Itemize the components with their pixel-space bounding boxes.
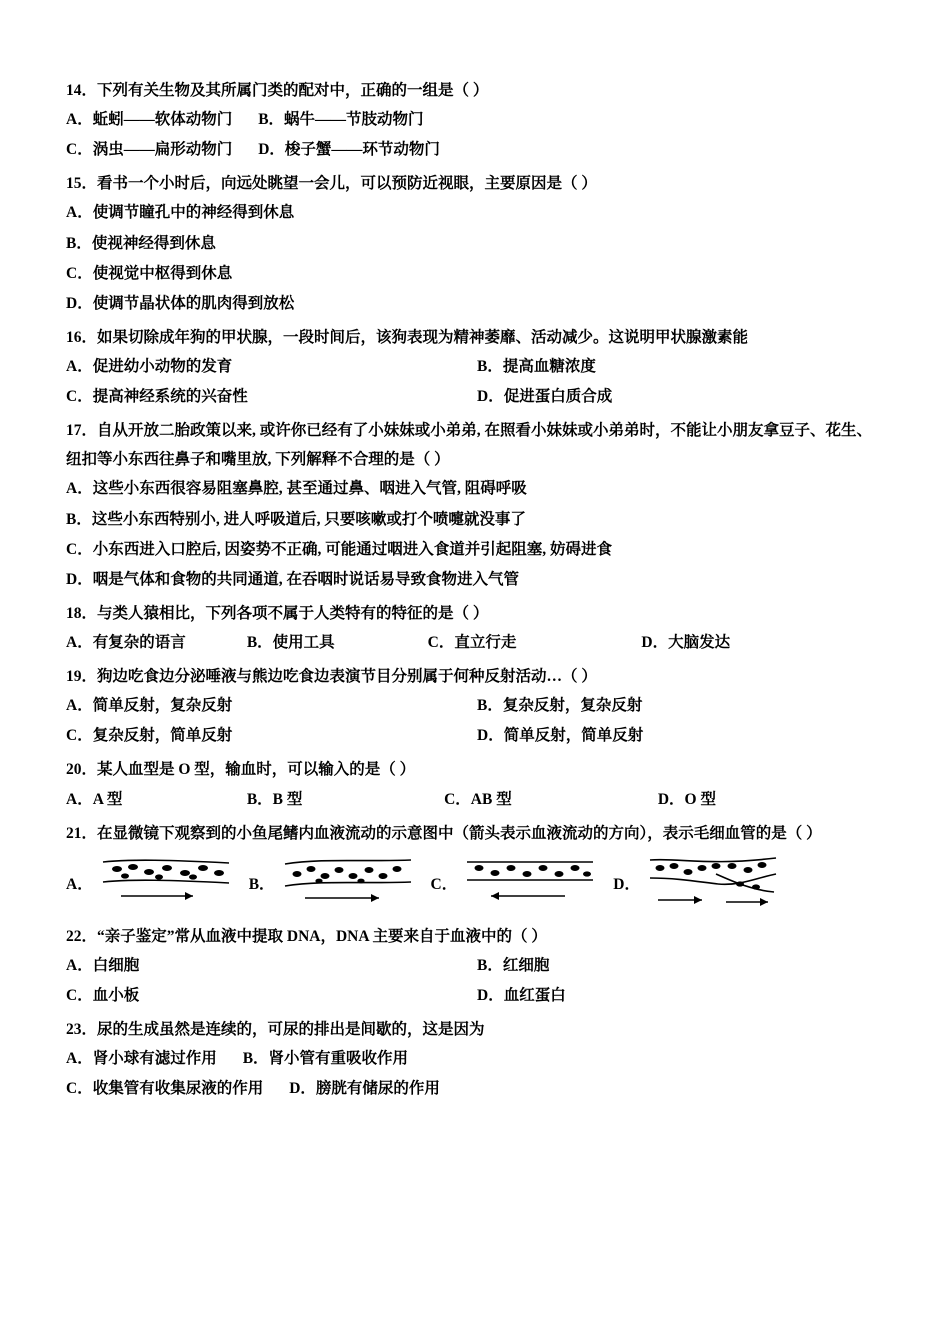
question-21-option-b[interactable] — [249, 856, 413, 910]
question-16-option-a[interactable]: A．促进幼小动物的发育 — [66, 357, 233, 375]
question-18-option-b[interactable]: B．使用工具 — [246, 633, 335, 651]
question-15-option-d[interactable]: D．使调节晶状体的肌肉得到放松 — [66, 294, 295, 312]
blood-vessel-diagram-d — [648, 856, 778, 910]
blood-vessel-diagram-c — [465, 856, 595, 910]
question-15-stem: 15．看书一个小时后，向远处眺望一会儿，可以预防近视眼，主要原因是（ ） — [66, 175, 597, 193]
question-19-stem: 19．狗边吃食边分泌唾液与熊边吃食边表演节目分别属于何种反射活动…（ ） — [66, 668, 597, 686]
question-15-option-c[interactable]: C．使视觉中枢得到休息 — [66, 264, 233, 282]
question-21-image-options — [66, 856, 888, 910]
question-20-option-c[interactable]: C．AB 型 — [444, 790, 512, 808]
question-22-options-row-1 — [66, 953, 888, 978]
question-17-stem-line-1: 17．自从开放二胎政策以来, 或许你已经有了小妹妹或小弟弟, 在照看小妹妹或小弟弟时，不能让小朋友拿豆子、花生、 — [66, 422, 873, 440]
question-19-option-d[interactable]: D．简单反射，简单反射 — [477, 727, 644, 745]
question-23 — [66, 1017, 888, 1101]
question-22-option-d[interactable]: D．血红蛋白 — [477, 986, 566, 1004]
question-14-stem: 14．下列有关生物及其所属门类的配对中，正确的一组是（ ） — [66, 82, 489, 99]
question-18-option-a[interactable]: A．有复杂的语言 — [66, 633, 186, 651]
question-23-stem: 23．尿的生成虽然是连续的，可尿的排出是间歇的，这是因为 — [66, 1021, 485, 1039]
question-23-options-row-1 — [66, 1046, 888, 1071]
question-14-options-row-2 — [66, 137, 888, 162]
question-21-option-a-label: A． — [66, 875, 93, 893]
question-17-option-c[interactable]: C．小东西进入口腔后, 因姿势不正确, 可能通过咽进入食道并引起阻塞, 妨碍进食 — [66, 540, 612, 558]
question-19-option-c[interactable]: C．复杂反射，简单反射 — [66, 727, 233, 745]
question-19 — [66, 664, 888, 748]
question-20-stem: 20．某人血型是 O 型，输血时，可以输入的是（ ） — [66, 761, 416, 779]
question-15-option-b[interactable]: B．使视神经得到休息 — [66, 234, 216, 252]
question-16-options-row-2 — [66, 384, 888, 409]
question-16-option-d[interactable]: D．促进蛋白质合成 — [477, 388, 613, 406]
question-16-option-c[interactable]: C．提高神经系统的兴奋性 — [66, 388, 248, 406]
question-14-options-row-1 — [66, 107, 888, 132]
question-20-options — [66, 787, 888, 812]
question-14-option-a[interactable]: A．蚯蚓——软体动物门 — [66, 111, 233, 129]
question-17-stem-line-2: 纽扣等小东西往鼻子和嘴里放, 下列解释不合理的是（ ） — [66, 451, 450, 469]
question-21-stem: 21．在显微镜下观察到的小鱼尾鳍内血液流动的示意图中（箭头表示血液流动的方向），表示毛细血管的是（ ） — [66, 824, 822, 842]
question-21-option-c-label: C． — [430, 875, 458, 893]
question-20-option-d[interactable]: D．O 型 — [657, 790, 716, 808]
question-17-option-a[interactable]: A．这些小东西很容易阻塞鼻腔, 甚至通过鼻、咽进入气管, 阻碍呼吸 — [66, 480, 527, 498]
question-15 — [66, 171, 888, 316]
question-21-option-b-label: B． — [248, 875, 275, 893]
question-22-stem: 22．“亲子鉴定”常从血液中提取 DNA，DNA 主要来自于血液中的（ ） — [66, 927, 547, 945]
question-20-option-a[interactable]: A．A 型 — [66, 790, 123, 808]
question-14-option-d[interactable]: D．梭子蟹——环节动物门 — [258, 141, 440, 159]
question-21-option-d-label: D． — [613, 875, 640, 893]
question-14 — [66, 78, 888, 162]
question-18-options — [66, 630, 888, 655]
question-21-option-c[interactable] — [431, 856, 596, 910]
question-22-option-a[interactable]: A．白细胞 — [66, 956, 140, 974]
question-17 — [66, 418, 888, 592]
question-23-option-a[interactable]: A．肾小球有滤过作用 — [66, 1050, 217, 1068]
question-21-option-d[interactable] — [613, 856, 778, 910]
question-23-option-b[interactable]: B．肾小管有重吸收作用 — [242, 1050, 409, 1068]
question-18-option-c[interactable]: C．直立行走 — [427, 633, 517, 651]
question-16-stem: 16．如果切除成年狗的甲状腺，一段时间后，该狗表现为精神萎靡、活动减少。这说明甲状腺激素能 — [66, 328, 749, 346]
question-19-option-b[interactable]: B．复杂反射，复杂反射 — [477, 697, 643, 715]
question-19-option-a[interactable]: A．简单反射，复杂反射 — [66, 697, 233, 715]
question-21 — [66, 821, 888, 910]
question-17-option-b[interactable]: B．这些小东西特别小, 进人呼吸道后, 只要咳嗽或打个喷嚏就没事了 — [66, 510, 526, 528]
question-19-options-row-1 — [66, 693, 888, 718]
question-17-option-d[interactable]: D．咽是气体和食物的共同通道, 在吞咽时说话易导致食物进入气管 — [66, 570, 519, 588]
question-18 — [66, 601, 888, 655]
question-14-option-b[interactable]: B．蜗牛——节肢动物门 — [258, 111, 424, 129]
question-20-option-b[interactable]: B．B 型 — [246, 790, 303, 808]
question-22-options-row-2 — [66, 983, 888, 1008]
question-18-option-d[interactable]: D．大脑发达 — [641, 633, 731, 651]
question-23-option-c[interactable]: C．收集管有收集尿液的作用 — [66, 1080, 264, 1098]
question-23-options-row-2 — [66, 1076, 888, 1101]
blood-vessel-diagram-b — [283, 856, 413, 910]
question-16 — [66, 325, 888, 409]
blood-vessel-diagram-a — [101, 856, 231, 910]
question-19-options-row-2 — [66, 723, 888, 748]
question-22 — [66, 924, 888, 1008]
question-15-option-a[interactable]: A．使调节瞳孔中的神经得到休息 — [66, 204, 295, 222]
question-14-option-c[interactable]: C．涡虫——扁形动物门 — [66, 141, 233, 159]
question-18-stem: 18．与类人猿相比，下列各项不属于人类特有的特征的是（ ） — [66, 604, 489, 622]
question-20 — [66, 757, 888, 811]
question-23-option-d[interactable]: D．膀胱有储尿的作用 — [289, 1080, 440, 1098]
question-22-option-c[interactable]: C．血小板 — [66, 986, 140, 1004]
question-16-option-b[interactable]: B．提高血糖浓度 — [477, 357, 596, 375]
question-21-option-a[interactable] — [66, 856, 231, 910]
question-16-options-row-1 — [66, 354, 888, 379]
question-22-option-b[interactable]: B．红细胞 — [477, 956, 550, 974]
